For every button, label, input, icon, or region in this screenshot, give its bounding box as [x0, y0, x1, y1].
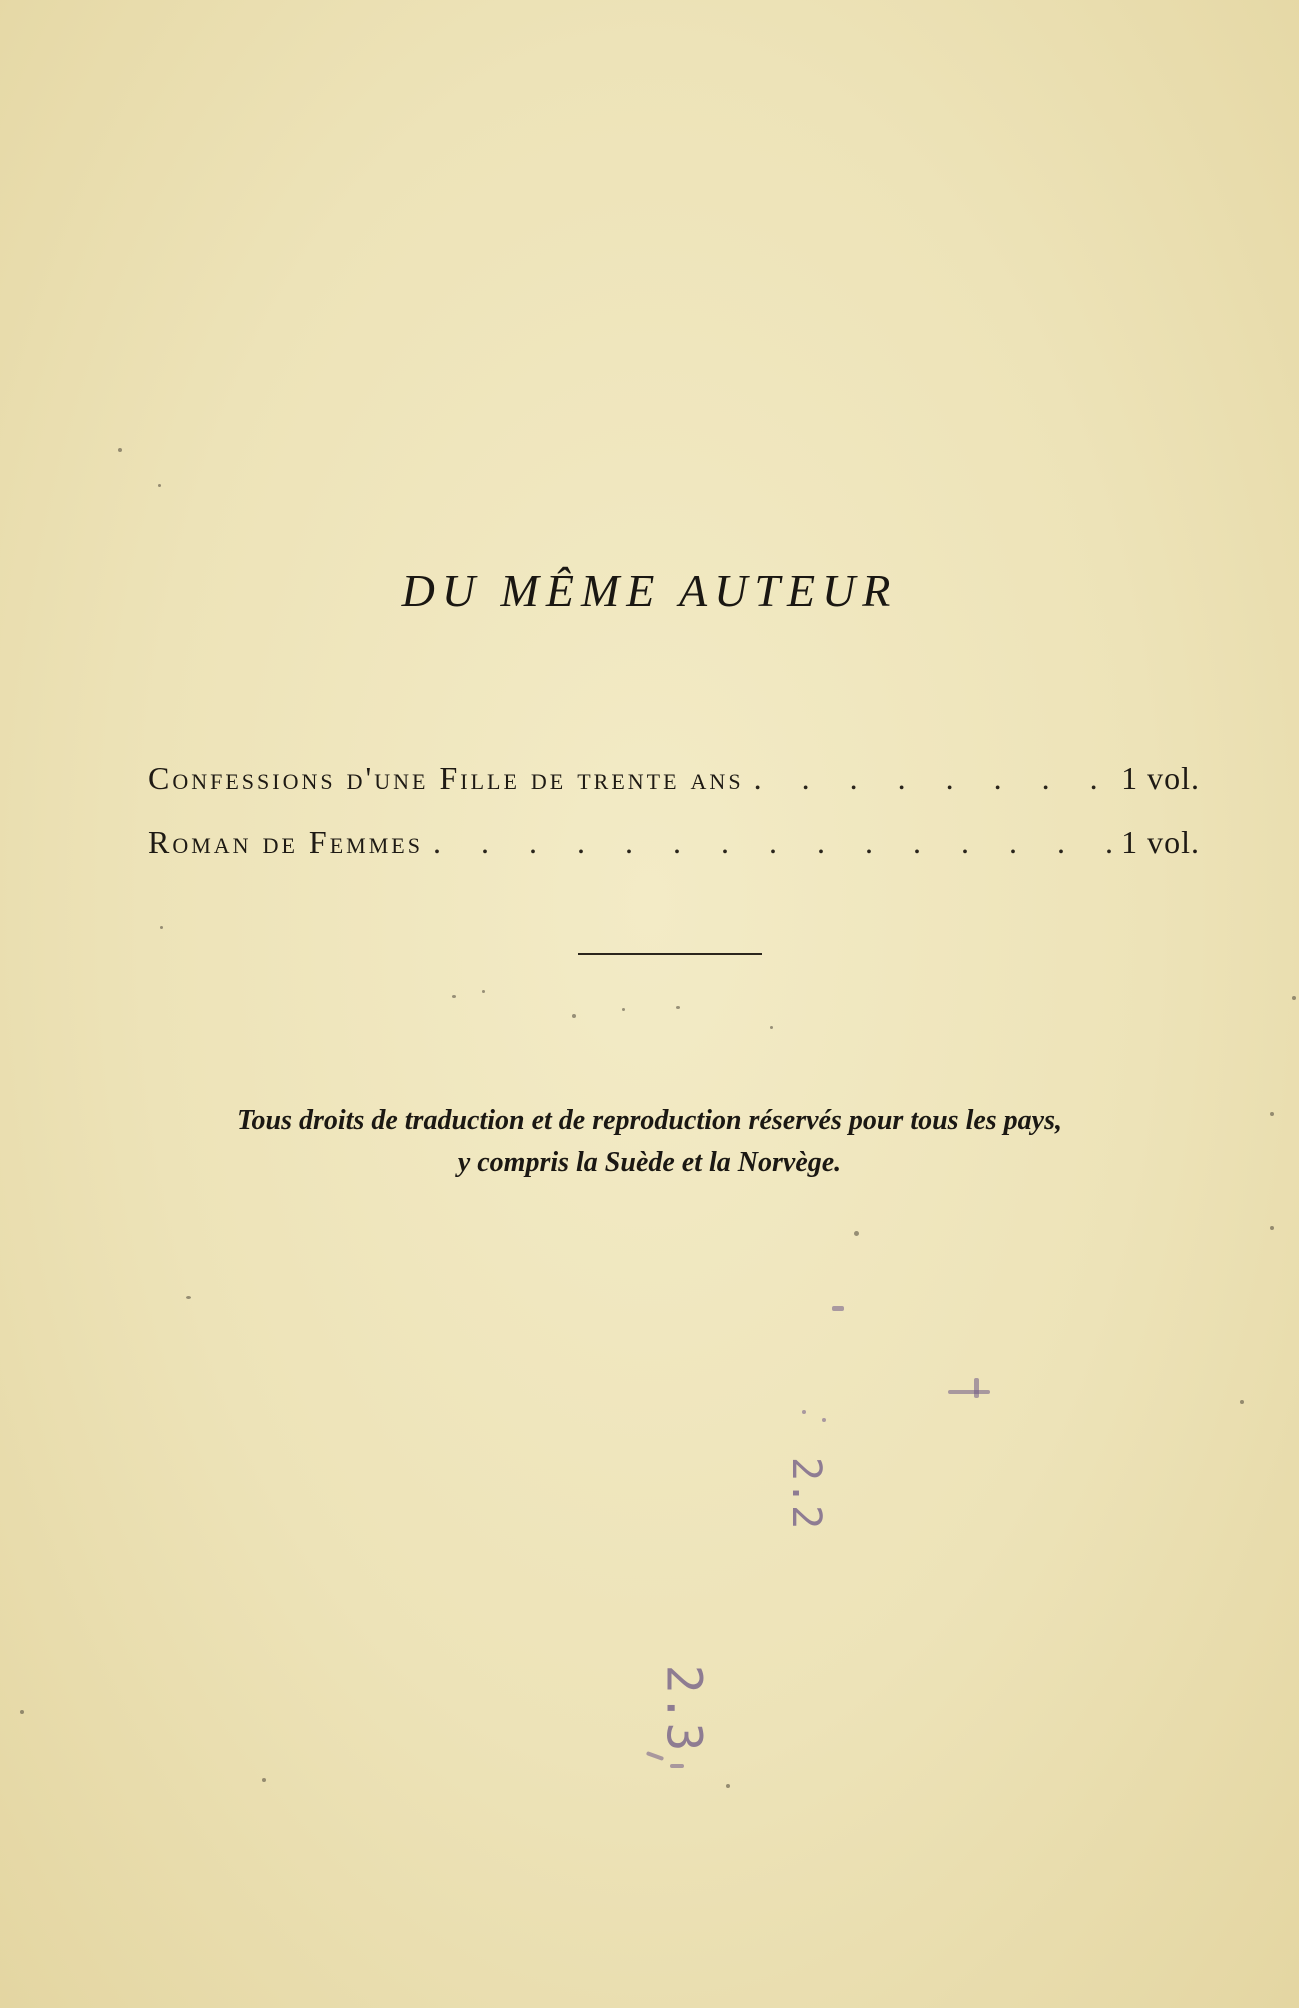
paper-speck: [1270, 1226, 1274, 1230]
paper-speck: [770, 1026, 773, 1029]
paper-speck: [158, 484, 161, 487]
paper-speck: [854, 1231, 859, 1236]
paper-speck: [1240, 1400, 1244, 1404]
rights-line: Tous droits de traduction et de reproduction réservés pour tous les pays,: [236, 1105, 1062, 1136]
paper-speck: [482, 990, 485, 993]
paper-speck: [452, 995, 456, 998]
stamp-number: 2.2: [783, 1456, 830, 1530]
paper-speck: [726, 1784, 730, 1788]
list-item: [148, 824, 1200, 888]
stamp-mark: [822, 1418, 826, 1422]
stamp-number: 2.3: [655, 1664, 712, 1752]
paper-speck: [1292, 996, 1296, 1000]
rights-notice: [0, 1100, 1299, 1184]
paper-speck: [118, 448, 122, 452]
stamp-mark: [646, 1751, 664, 1761]
work-title: Roman de Femmes: [148, 824, 423, 860]
page-heading: DU MÊME AUTEUR: [401, 565, 898, 616]
paper-speck: [186, 1296, 191, 1299]
dot-leader: [423, 824, 1121, 861]
stamp-mark: [948, 1390, 990, 1394]
stamp-mark: [974, 1378, 979, 1398]
stamp-mark: [832, 1306, 844, 1311]
works-list: [148, 760, 1200, 888]
divider: [578, 953, 762, 955]
stamp-mark: [670, 1764, 684, 1768]
paper-speck: [622, 1008, 625, 1011]
rights-line: y compris la Suède et la Norvège.: [457, 1147, 842, 1178]
paper-speck: [676, 1006, 680, 1009]
volume-count: 1 vol.: [1121, 824, 1200, 860]
paper-speck: [572, 1014, 576, 1018]
paper-speck: [160, 926, 163, 929]
volume-count: 1 vol.: [1121, 760, 1200, 796]
paper-speck: [20, 1710, 24, 1714]
work-title: Confessions d'une Fille de trente ans: [148, 760, 744, 796]
paper-speck: [262, 1778, 266, 1782]
list-item: [148, 760, 1200, 824]
stamp-mark: [802, 1410, 806, 1414]
dot-leader: [744, 760, 1122, 797]
